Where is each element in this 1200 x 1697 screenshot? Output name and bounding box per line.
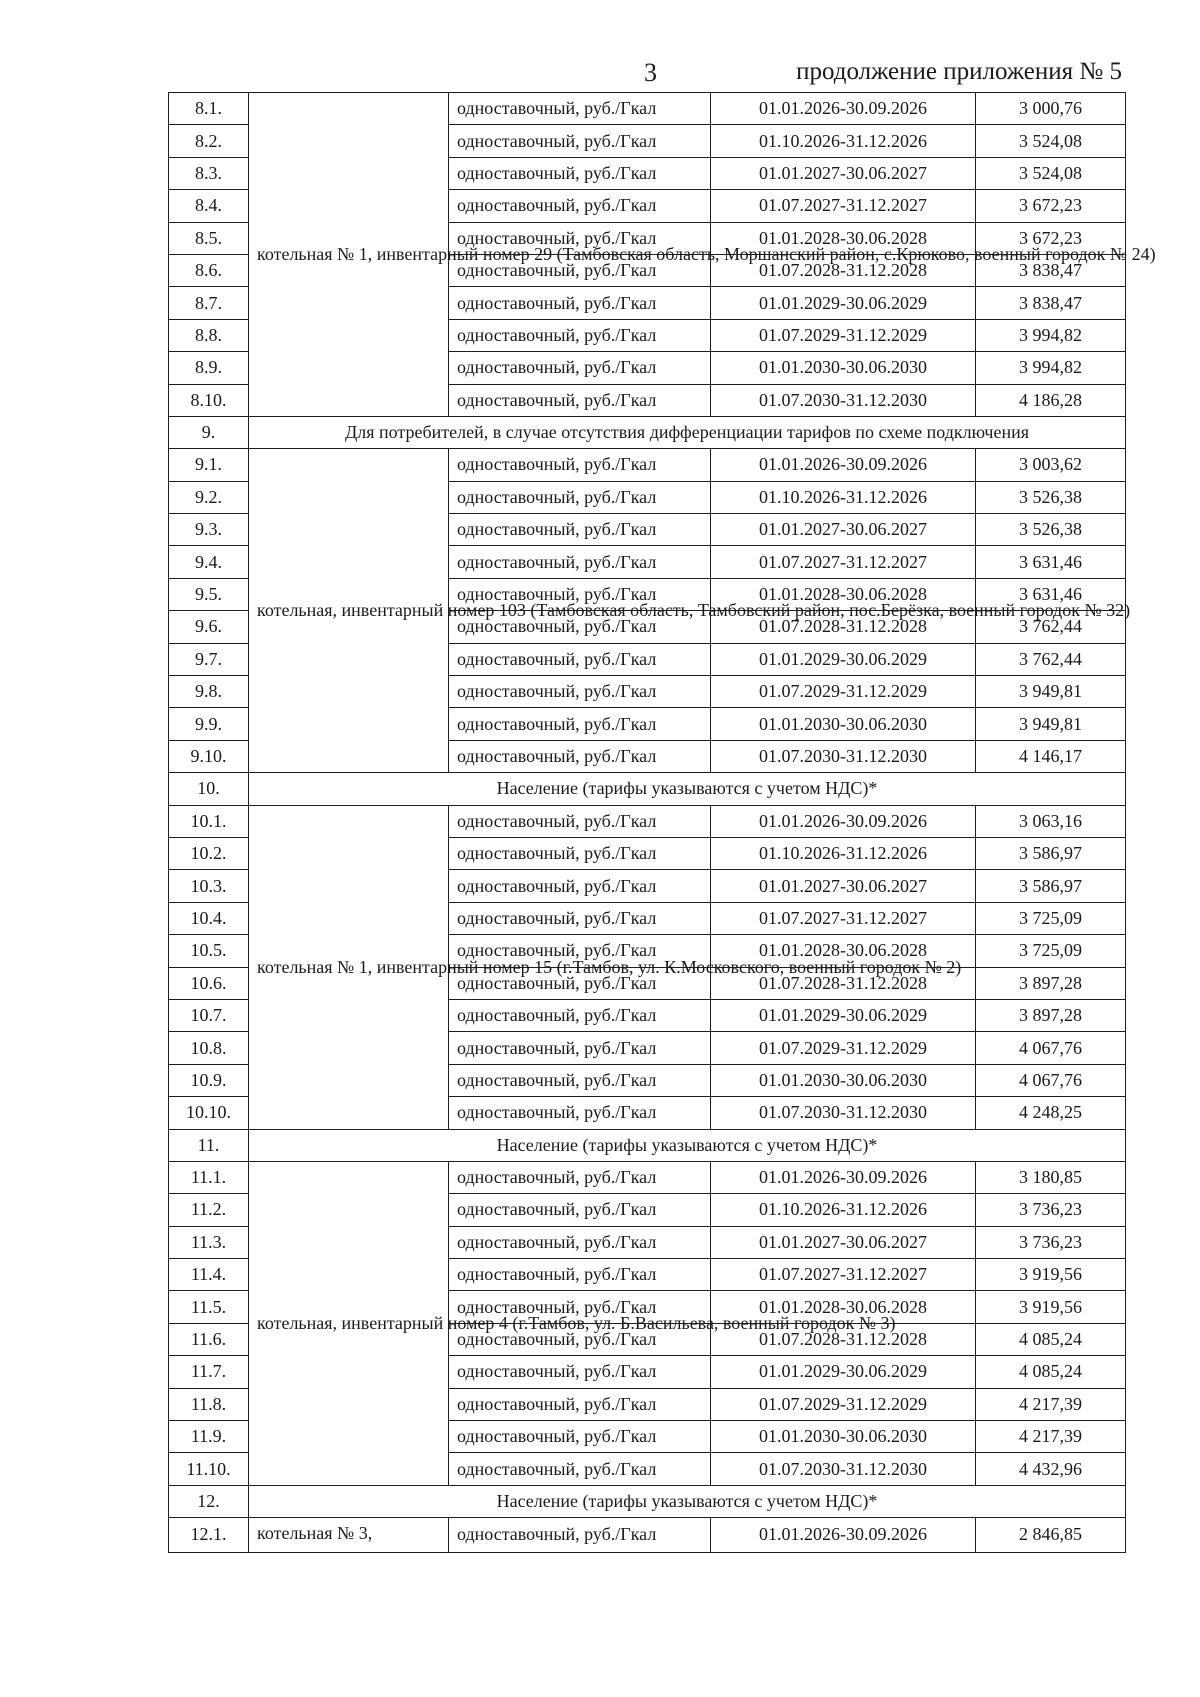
tariff-value: 4 085,24 [976, 1356, 1126, 1388]
tariff-period: 01.01.2029-30.06.2029 [711, 999, 976, 1031]
tariff-value: 3 526,38 [976, 481, 1126, 513]
tariff-value: 4 186,28 [976, 384, 1126, 416]
row-number: 10.3. [169, 870, 249, 902]
tariff-value: 3 586,97 [976, 837, 1126, 869]
tariff-value: 3 524,08 [976, 125, 1126, 157]
tariff-period: 01.01.2029-30.06.2029 [711, 1356, 976, 1388]
tariff-type: одноставочный, руб./Гкал [449, 1388, 711, 1420]
row-number: 10.7. [169, 999, 249, 1031]
row-number: 11.1. [169, 1161, 249, 1193]
tariff-period: 01.07.2027-31.12.2027 [711, 190, 976, 222]
tariff-type: одноставочный, руб./Гкал [449, 1032, 711, 1064]
row-number: 11.8. [169, 1388, 249, 1420]
tariff-period: 01.01.2027-30.06.2027 [711, 514, 976, 546]
page-subtitle: продолжение приложения № 5 [796, 58, 1122, 85]
row-number: 11.4. [169, 1259, 249, 1291]
tariff-value: 4 217,39 [976, 1388, 1126, 1420]
tariff-period: 01.10.2026-31.12.2026 [711, 481, 976, 513]
tariff-value: 3 526,38 [976, 514, 1126, 546]
row-number: 9.4. [169, 546, 249, 578]
tariff-period: 01.01.2030-30.06.2030 [711, 1421, 976, 1453]
section-title: Население (тарифы указываются с учетом НДС)* [249, 773, 1126, 805]
section-number: 10. [169, 773, 249, 805]
tariff-type: одноставочный, руб./Гкал [449, 935, 711, 967]
tariff-value: 3 672,23 [976, 222, 1126, 254]
tariff-type: одноставочный, руб./Гкал [449, 740, 711, 772]
tariff-value: 4 248,25 [976, 1097, 1126, 1129]
tariff-period: 01.07.2030-31.12.2030 [711, 384, 976, 416]
section-title: Для потребителей, в случае отсутствия дифференциации тарифов по схеме подключения [249, 416, 1126, 448]
tariff-value: 4 432,96 [976, 1453, 1126, 1485]
row-number: 8.2. [169, 125, 249, 157]
tariff-type: одноставочный, руб./Гкал [449, 1161, 711, 1193]
tariff-period: 01.10.2026-31.12.2026 [711, 125, 976, 157]
tariff-period: 01.01.2026-30.09.2026 [711, 1161, 976, 1193]
row-number: 10.6. [169, 967, 249, 999]
tariff-type: одноставочный, руб./Гкал [449, 1453, 711, 1485]
row-number: 9.7. [169, 643, 249, 675]
tariff-value: 3 631,46 [976, 546, 1126, 578]
row-number: 8.1. [169, 93, 249, 125]
row-number: 10.5. [169, 935, 249, 967]
tariff-row [169, 449, 1126, 481]
tariff-type: одноставочный, руб./Гкал [449, 514, 711, 546]
row-number: 11.9. [169, 1421, 249, 1453]
tariff-value: 3 672,23 [976, 190, 1126, 222]
row-number: 8.5. [169, 222, 249, 254]
tariff-period: 01.07.2028-31.12.2028 [711, 967, 976, 999]
tariff-period: 01.01.2029-30.06.2029 [711, 643, 976, 675]
tariff-period: 01.07.2030-31.12.2030 [711, 740, 976, 772]
tariff-period: 01.01.2029-30.06.2029 [711, 287, 976, 319]
tariff-period: 01.07.2029-31.12.2029 [711, 676, 976, 708]
tariff-period: 01.07.2030-31.12.2030 [711, 1453, 976, 1485]
tariff-value: 3 994,82 [976, 352, 1126, 384]
tariff-value: 3 631,46 [976, 578, 1126, 610]
tariff-period: 01.01.2026-30.09.2026 [711, 805, 976, 837]
tariff-type: одноставочный, руб./Гкал [449, 805, 711, 837]
tariff-value: 3 838,47 [976, 254, 1126, 286]
tariff-type: одноставочный, руб./Гкал [449, 254, 711, 286]
tariff-type: одноставочный, руб./Гкал [449, 708, 711, 740]
tariff-period: 01.01.2028-30.06.2028 [711, 1291, 976, 1323]
tariff-period: 01.01.2030-30.06.2030 [711, 708, 976, 740]
section-number: 9. [169, 416, 249, 448]
tariff-type: одноставочный, руб./Гкал [449, 222, 711, 254]
tariff-value: 3 762,44 [976, 611, 1126, 643]
row-number: 10.1. [169, 805, 249, 837]
tariff-period: 01.10.2026-31.12.2026 [711, 1194, 976, 1226]
tariff-type: одноставочный, руб./Гкал [449, 1097, 711, 1129]
tariff-value: 3 949,81 [976, 676, 1126, 708]
section-title: Население (тарифы указываются с учетом НДС)* [249, 1129, 1126, 1161]
tariff-period: 01.07.2028-31.12.2028 [711, 1323, 976, 1355]
row-number: 10.8. [169, 1032, 249, 1064]
tariff-period: 01.07.2029-31.12.2029 [711, 319, 976, 351]
row-number: 8.3. [169, 157, 249, 189]
section-number: 11. [169, 1129, 249, 1161]
tariff-row [169, 93, 1126, 125]
tariff-type: одноставочный, руб./Гкал [449, 481, 711, 513]
section-header-row [169, 416, 1126, 448]
tariff-row [169, 1161, 1126, 1193]
tariff-period: 01.07.2027-31.12.2027 [711, 902, 976, 934]
tariff-value: 3 725,09 [976, 935, 1126, 967]
tariff-type: одноставочный, руб./Гкал [449, 546, 711, 578]
tariff-period: 01.01.2026-30.09.2026 [711, 93, 976, 125]
tariff-value: 4 146,17 [976, 740, 1126, 772]
tariff-period: 01.01.2027-30.06.2027 [711, 870, 976, 902]
tariff-row [169, 805, 1126, 837]
section-title: Население (тарифы указываются с учетом НДС)* [249, 1485, 1126, 1517]
tariff-type: одноставочный, руб./Гкал [449, 1323, 711, 1355]
tariff-period: 01.07.2030-31.12.2030 [711, 1097, 976, 1129]
row-number: 8.4. [169, 190, 249, 222]
row-number: 11.5. [169, 1291, 249, 1323]
tariff-value: 3 897,28 [976, 967, 1126, 999]
row-number: 12.1. [169, 1518, 249, 1552]
row-number: 9.5. [169, 578, 249, 610]
tariff-period: 01.07.2029-31.12.2029 [711, 1388, 976, 1420]
tariff-period: 01.01.2026-30.09.2026 [711, 1518, 976, 1552]
row-number: 8.7. [169, 287, 249, 319]
row-number: 9.2. [169, 481, 249, 513]
tariff-period: 01.01.2028-30.06.2028 [711, 222, 976, 254]
tariff-period: 01.10.2026-31.12.2026 [711, 837, 976, 869]
boiler-object-description: котельная № 1, инвентарный номер 29 (Тамбовская область, Моршанский район, с.Крюково, военный городок № 24) [257, 243, 1156, 264]
row-number: 11.10. [169, 1453, 249, 1485]
row-number: 9.6. [169, 611, 249, 643]
tariff-type: одноставочный, руб./Гкал [449, 190, 711, 222]
tariff-type: одноставочный, руб./Гкал [449, 93, 711, 125]
tariff-type: одноставочный, руб./Гкал [449, 1064, 711, 1096]
tariff-period: 01.07.2028-31.12.2028 [711, 611, 976, 643]
tariff-type: одноставочный, руб./Гкал [449, 1356, 711, 1388]
row-number: 9.10. [169, 740, 249, 772]
tariff-value: 3 736,23 [976, 1194, 1126, 1226]
tariff-type: одноставочный, руб./Гкал [449, 1518, 711, 1552]
row-number: 8.9. [169, 352, 249, 384]
tariff-value: 3 897,28 [976, 999, 1126, 1031]
section-header-row [169, 1129, 1126, 1161]
tariff-period: 01.07.2027-31.12.2027 [711, 546, 976, 578]
tariff-type: одноставочный, руб./Гкал [449, 643, 711, 675]
row-number: 9.1. [169, 449, 249, 481]
tariff-type: одноставочный, руб./Гкал [449, 578, 711, 610]
tariff-type: одноставочный, руб./Гкал [449, 352, 711, 384]
tariff-type: одноставочный, руб./Гкал [449, 1194, 711, 1226]
tariff-value: 3 762,44 [976, 643, 1126, 675]
tariff-value: 3 949,81 [976, 708, 1126, 740]
tariff-value: 2 846,85 [976, 1518, 1126, 1552]
tariff-type: одноставочный, руб./Гкал [449, 125, 711, 157]
tariff-type: одноставочный, руб./Гкал [449, 999, 711, 1031]
tariff-period: 01.01.2028-30.06.2028 [711, 935, 976, 967]
row-number: 10.10. [169, 1097, 249, 1129]
tariff-value: 3 003,62 [976, 449, 1126, 481]
section-number: 12. [169, 1485, 249, 1517]
tariff-value: 3 994,82 [976, 319, 1126, 351]
tariff-table [168, 92, 1156, 1553]
section-header-row [169, 1485, 1126, 1517]
tariff-period: 01.01.2027-30.06.2027 [711, 157, 976, 189]
tariff-value: 3 180,85 [976, 1161, 1126, 1193]
tariff-row [169, 1518, 1126, 1552]
row-number: 11.6. [169, 1323, 249, 1355]
row-number: 10.2. [169, 837, 249, 869]
tariff-value: 3 736,23 [976, 1226, 1126, 1258]
page-header [170, 58, 1122, 94]
tariff-type: одноставочный, руб./Гкал [449, 1226, 711, 1258]
tariff-type: одноставочный, руб./Гкал [449, 449, 711, 481]
tariff-period: 01.01.2026-30.09.2026 [711, 449, 976, 481]
boiler-object-description: котельная, инвентарный номер 4 (г.Тамбов, ул. Б.Васильева, военный городок № 3) [257, 1312, 896, 1333]
tariff-table-body [169, 93, 1156, 1553]
row-number: 9.9. [169, 708, 249, 740]
tariff-value: 3 524,08 [976, 157, 1126, 189]
tariff-value: 4 217,39 [976, 1421, 1126, 1453]
section-header-row [169, 773, 1126, 805]
tariff-value: 4 067,76 [976, 1032, 1126, 1064]
boiler-object-cell [249, 1518, 449, 1552]
tariff-value: 4 067,76 [976, 1064, 1126, 1096]
tariff-period: 01.07.2028-31.12.2028 [711, 254, 976, 286]
tariff-type: одноставочный, руб./Гкал [449, 157, 711, 189]
tariff-type: одноставочный, руб./Гкал [449, 1259, 711, 1291]
tariff-type: одноставочный, руб./Гкал [449, 319, 711, 351]
tariff-value: 3 919,56 [976, 1291, 1126, 1323]
tariff-period: 01.01.2030-30.06.2030 [711, 1064, 976, 1096]
tariff-type: одноставочный, руб./Гкал [449, 384, 711, 416]
row-number: 11.7. [169, 1356, 249, 1388]
row-number: 10.4. [169, 902, 249, 934]
row-number: 8.8. [169, 319, 249, 351]
tariff-type: одноставочный, руб./Гкал [449, 870, 711, 902]
row-number: 9.8. [169, 676, 249, 708]
row-number: 8.10. [169, 384, 249, 416]
tariff-period: 01.01.2027-30.06.2027 [711, 1226, 976, 1258]
tariff-period: 01.07.2027-31.12.2027 [711, 1259, 976, 1291]
tariff-type: одноставочный, руб./Гкал [449, 1421, 711, 1453]
tariff-value: 3 725,09 [976, 902, 1126, 934]
tariff-type: одноставочный, руб./Гкал [449, 837, 711, 869]
row-number: 9.3. [169, 514, 249, 546]
row-number: 8.6. [169, 254, 249, 286]
page-number: 3 [644, 58, 657, 87]
tariff-type: одноставочный, руб./Гкал [449, 676, 711, 708]
tariff-value: 3 000,76 [976, 93, 1126, 125]
tariff-type: одноставочный, руб./Гкал [449, 967, 711, 999]
tariff-value: 3 586,97 [976, 870, 1126, 902]
boiler-object-description: котельная № 3, [257, 1523, 373, 1544]
tariff-value: 3 919,56 [976, 1259, 1126, 1291]
tariff-type: одноставочный, руб./Гкал [449, 287, 711, 319]
row-number: 10.9. [169, 1064, 249, 1096]
boiler-object-description: котельная № 1, инвентарный номер 15 (г.Тамбов, ул. К.Московского, военный городок № 2) [257, 956, 962, 977]
tariff-period: 01.07.2029-31.12.2029 [711, 1032, 976, 1064]
tariff-period: 01.01.2028-30.06.2028 [711, 578, 976, 610]
tariff-type: одноставочный, руб./Гкал [449, 611, 711, 643]
tariff-type: одноставочный, руб./Гкал [449, 902, 711, 934]
tariff-type: одноставочный, руб./Гкал [449, 1291, 711, 1323]
tariff-value: 3 838,47 [976, 287, 1126, 319]
tariff-value: 3 063,16 [976, 805, 1126, 837]
row-number: 11.3. [169, 1226, 249, 1258]
boiler-object-description: котельная, инвентарный номер 103 (Тамбовская область, Тамбовский район, пос.Берёзка, военный городок № 32) [257, 600, 1131, 621]
tariff-period: 01.01.2030-30.06.2030 [711, 352, 976, 384]
row-number: 11.2. [169, 1194, 249, 1226]
tariff-value: 4 085,24 [976, 1323, 1126, 1355]
